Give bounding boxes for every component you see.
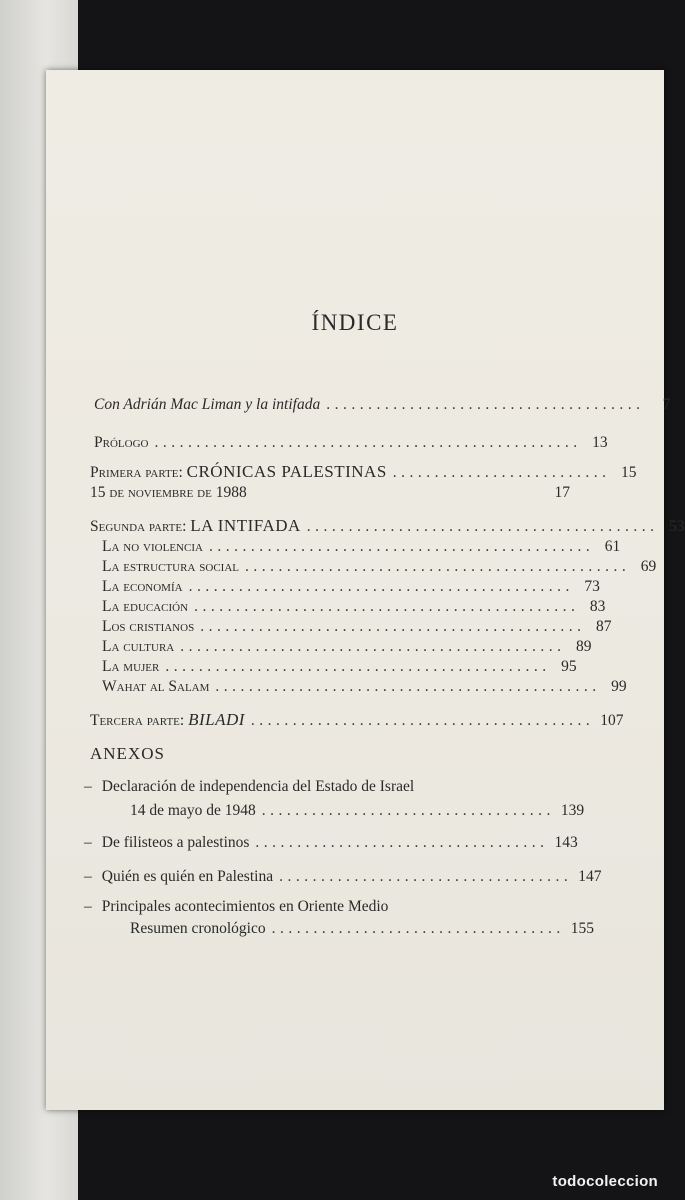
toc-entry-label: LA INTIFADA	[190, 516, 301, 535]
toc-entry-mujer	[102, 658, 577, 676]
part-prefix: Segunda parte:	[90, 518, 187, 535]
anexo-subtitle: Resumen cronológico	[130, 920, 266, 937]
toc-entry-label: Los cristianos	[102, 618, 195, 635]
toc-page-number: 15	[621, 464, 637, 481]
toc-page-number: 61	[604, 538, 621, 555]
dot-leader: ..........................................	[306, 518, 659, 535]
toc-entry-label: Wahat al Salam	[102, 678, 210, 695]
toc-entry-intro	[94, 396, 671, 414]
toc-entry-cultura	[102, 638, 592, 656]
toc-entry-label: La no violencia	[102, 538, 203, 555]
dot-leader: ..........................	[392, 464, 611, 481]
dot-leader: ..............................................	[215, 678, 601, 695]
toc-page-number: 7	[662, 396, 671, 413]
toc-page-number: 89	[575, 638, 592, 655]
page-title: ÍNDICE	[311, 310, 399, 335]
anexo-title: Principales acontecimientos en Oriente Medio	[101, 898, 389, 915]
anexo-2	[84, 834, 578, 852]
toc-page-number: 107	[600, 712, 624, 729]
anexo-dash: –	[84, 898, 92, 915]
toc-entry-primera-parte	[90, 462, 637, 482]
toc-entry-estructura-social	[102, 558, 657, 576]
toc-entry-tercera-parte	[90, 710, 624, 730]
toc-entry-label: 15 de noviembre de 1988	[90, 484, 247, 501]
toc-page-number: 73	[584, 578, 600, 595]
toc-page-number: 83	[589, 598, 606, 615]
toc-entry-label: CRÓNICAS PALESTINAS	[186, 462, 387, 481]
toc-page-number: 143	[554, 834, 578, 851]
toc-page-number: 155	[570, 920, 594, 937]
dot-leader: ..............................................	[200, 618, 586, 635]
table-of-contents	[46, 70, 685, 1110]
dot-leader: ..............................................	[165, 658, 551, 675]
toc-page-number: 13	[592, 434, 608, 451]
dot-leader: ...................................	[279, 868, 573, 885]
toc-entry-no-violencia	[102, 538, 621, 556]
part-prefix: Tercera parte:	[90, 712, 185, 729]
toc-entry-cristianos	[102, 618, 612, 636]
anexos-heading: ANEXOS	[90, 744, 165, 763]
toc-page-number: 53	[669, 518, 685, 535]
toc-entry-label: BILADI	[188, 710, 245, 729]
anexo-title: Declaración de independencia del Estado de Israel	[101, 778, 415, 795]
anexo-dash: –	[84, 778, 92, 795]
watermark-logo: todocoleccion	[552, 1173, 658, 1190]
anexo-dash: –	[84, 834, 92, 851]
dot-leader: ...................................	[261, 802, 555, 819]
dot-leader: ...................................	[255, 834, 549, 851]
anexo-3	[84, 868, 602, 886]
anexo-title: De filisteos a palestinos	[101, 834, 250, 851]
dot-leader: ...................................	[271, 920, 565, 937]
book-page	[46, 70, 685, 1110]
toc-page-number: 95	[561, 658, 577, 675]
toc-page-number: 17	[554, 484, 570, 501]
anexo-4-line1	[84, 898, 388, 916]
toc-page-number: 69	[640, 558, 657, 575]
toc-entry-label: La educación	[102, 598, 189, 615]
anexo-dash: –	[84, 868, 92, 885]
dot-leader: ......................................	[326, 396, 645, 413]
toc-entry-15-noviembre	[90, 484, 570, 502]
dot-leader: ..............................................	[194, 598, 580, 615]
toc-entry-label: La mujer	[102, 658, 160, 675]
toc-entry-label: Prólogo	[94, 434, 149, 451]
toc-entry-segunda-parte	[90, 516, 685, 536]
anexo-1-line1	[84, 778, 414, 796]
toc-page-number: 139	[560, 802, 585, 819]
dot-leader: ..............................................	[245, 558, 631, 575]
toc-page-number: 87	[595, 618, 612, 635]
toc-entry-label: La cultura	[102, 638, 175, 655]
dot-leader: ..............................................	[188, 578, 574, 595]
anexo-4-line2	[130, 920, 594, 938]
anexo-title: Quién es quién en Palestina	[101, 868, 274, 885]
toc-entry-educacion	[102, 598, 606, 616]
dot-leader: .........................................	[250, 712, 595, 729]
dot-leader: ..............................................	[208, 538, 595, 555]
toc-entry-prologo	[94, 434, 608, 452]
dot-leader: ...................................................	[154, 434, 582, 451]
anexo-subtitle: 14 de mayo de 1948	[130, 802, 256, 819]
anexo-1-line2	[130, 802, 585, 820]
part-prefix: Primera parte:	[90, 464, 183, 481]
toc-entry-label: Con Adrián Mac Liman y la intifada	[94, 396, 321, 413]
toc-page-number: 147	[578, 868, 602, 885]
toc-entry-wahat-al-salam	[102, 678, 627, 696]
dot-leader: ..............................................	[180, 638, 566, 655]
toc-entry-economia	[102, 578, 600, 596]
toc-page-number: 99	[611, 678, 627, 695]
toc-entry-label: La economía	[102, 578, 183, 595]
toc-entry-label: La estructura social	[102, 558, 240, 575]
